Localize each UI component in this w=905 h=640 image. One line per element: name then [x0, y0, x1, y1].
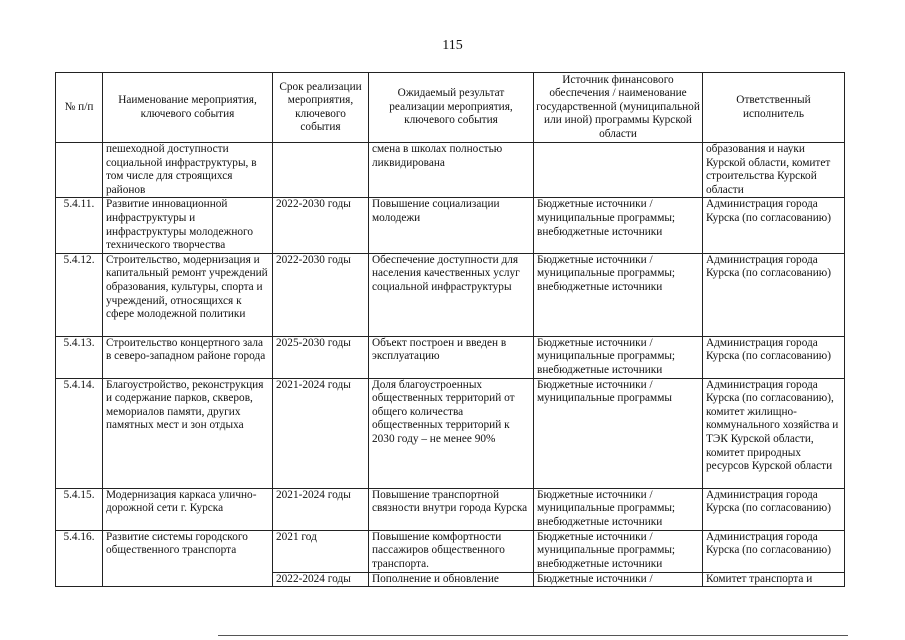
page-number: 115 [442, 38, 463, 53]
cell-executor: Администрация города Курска (по согласованию) [703, 336, 845, 378]
plan-table [55, 72, 845, 587]
cell-source: Бюджетные источники / муниципальные программы; внебюджетные источники [534, 198, 703, 253]
cell-term: 2022-2030 годы [273, 198, 369, 253]
cell-executor: Комитет транспорта и [703, 572, 845, 587]
cell-source: Бюджетные источники / муниципальные программы; внебюджетные источники [534, 336, 703, 378]
cell-term: 2022-2024 годы [273, 572, 369, 587]
cell-num: 5.4.16. [56, 530, 103, 587]
table-row [56, 198, 845, 253]
cell-result: Повышение транспортной связности внутри города Курска [369, 488, 534, 530]
table-row [56, 143, 845, 198]
cell-executor: Администрация города Курска (по согласованию), комитет жилищно-коммунального хозяйства и ТЭК Курской области, комитет природных ресурсов Курской области [703, 378, 845, 488]
cell-term: 2021-2024 годы [273, 378, 369, 488]
cell-name: Развитие системы городского общественного транспорта [103, 530, 273, 587]
cell-source: Бюджетные источники / муниципальные программы; внебюджетные источники [534, 253, 703, 336]
cell-num: 5.4.13. [56, 336, 103, 378]
cell-result: Объект построен и введен в эксплуатацию [369, 336, 534, 378]
cell-source [534, 143, 703, 198]
cell-name: Благоустройство, реконструкция и содержание парков, скверов, мемориалов памяти, других памятных мест и зон отдыха [103, 378, 273, 488]
cell-executor: Администрация города Курска (по согласованию) [703, 253, 845, 336]
cell-source: Бюджетные источники / муниципальные программы; внебюджетные источники [534, 488, 703, 530]
cell-executor: образования и науки Курской области, комитет строительства Курской области [703, 143, 845, 198]
cell-executor: Администрация города Курска (по согласованию) [703, 198, 845, 253]
cell-term: 2021-2024 годы [273, 488, 369, 530]
header-source: Источник финансового обеспечения / наименование государственной (муниципальной или иной) программы Курской области [534, 73, 703, 143]
cell-name: Модернизация каркаса улично-дорожной сети г. Курска [103, 488, 273, 530]
cell-name: Строительство концертного зала в северо-западном районе города [103, 336, 273, 378]
cell-result: Пополнение и обновление [369, 572, 534, 587]
table-row [56, 378, 845, 488]
cell-name: Развитие инновационной инфраструктуры и инфраструктуры молодежного технического творчества [103, 198, 273, 253]
cell-term [273, 143, 369, 198]
cell-num: 5.4.12. [56, 253, 103, 336]
page-bottom-rule [218, 635, 848, 636]
table-row [56, 336, 845, 378]
cell-executor: Администрация города Курска (по согласованию) [703, 488, 845, 530]
header-term: Срок реализации мероприятия, ключевого события [273, 73, 369, 143]
table-row [56, 530, 845, 572]
cell-source: Бюджетные источники / [534, 572, 703, 587]
cell-name: Строительство, модернизация и капитальный ремонт учреждений образования, культуры, спорта и учреждений, относящихся к сфере молодежной политики [103, 253, 273, 336]
cell-source: Бюджетные источники / муниципальные программы [534, 378, 703, 488]
cell-num: 5.4.11. [56, 198, 103, 253]
header-name: Наименование мероприятия, ключевого события [103, 73, 273, 143]
cell-source: Бюджетные источники / муниципальные программы; внебюджетные источники [534, 530, 703, 572]
cell-num: 5.4.14. [56, 378, 103, 488]
cell-result: смена в школах полностью ликвидирована [369, 143, 534, 198]
table-row [56, 253, 845, 336]
cell-name: пешеходной доступности социальной инфраструктуры, в том числе для строящихся районов [103, 143, 273, 198]
header-result: Ожидаемый результат реализации мероприятия, ключевого события [369, 73, 534, 143]
cell-term: 2025-2030 годы [273, 336, 369, 378]
header-num: № п/п [56, 73, 103, 143]
cell-term: 2021 год [273, 530, 369, 572]
header-executor: Ответственный исполнитель [703, 73, 845, 143]
cell-result: Повышение социализации молодежи [369, 198, 534, 253]
table-header-row [56, 73, 845, 143]
cell-result: Доля благоустроенных общественных территорий от общего количества общественных территорий к 2030 году – не менее 90% [369, 378, 534, 488]
cell-num [56, 143, 103, 198]
cell-num: 5.4.15. [56, 488, 103, 530]
cell-result: Обеспечение доступности для населения качественных услуг социальной инфраструктуры [369, 253, 534, 336]
table-row [56, 488, 845, 530]
cell-term: 2022-2030 годы [273, 253, 369, 336]
cell-executor: Администрация города Курска (по согласованию) [703, 530, 845, 572]
cell-result: Повышение комфортности пассажиров общественного транспорта. [369, 530, 534, 572]
